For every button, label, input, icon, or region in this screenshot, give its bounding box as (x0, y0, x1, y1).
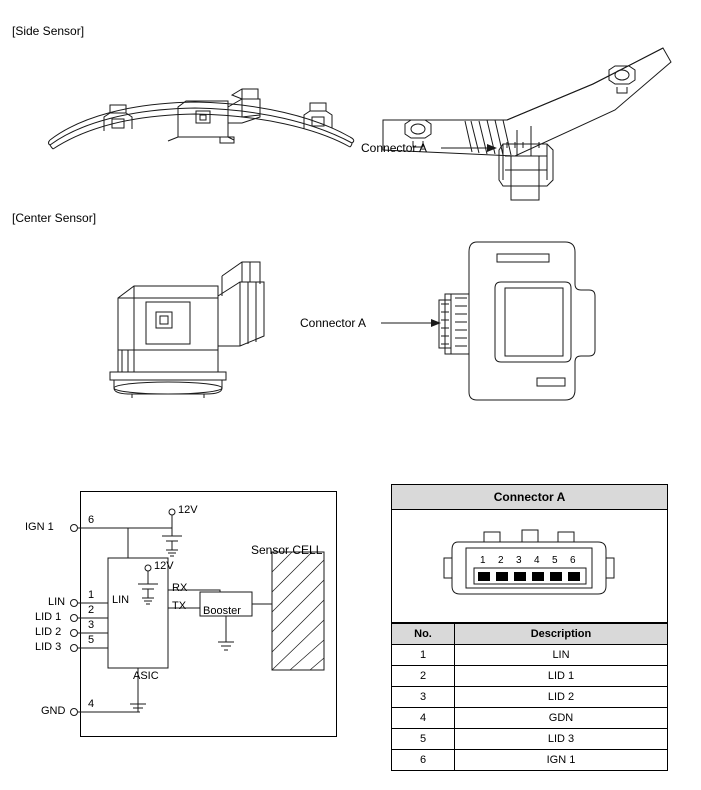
connector-pin-number-6: 6 (570, 555, 576, 566)
asic-lin-input-label: LIN (112, 594, 130, 606)
center-connector-callout-label: Connector A (300, 316, 367, 330)
table-row (392, 729, 667, 750)
pin-label-lid3: LID 3 (35, 641, 62, 653)
cell-no: 4 (392, 708, 455, 729)
booster-block-label: Booster (203, 605, 241, 617)
side-connector-callout-arrow (441, 140, 501, 156)
pin-number-lid1: 2 (88, 604, 95, 616)
side-sensor-right-drawing (375, 38, 685, 183)
asic-block-label: ASIC (133, 670, 159, 682)
cell-description: LID 3 (455, 729, 668, 750)
cell-description: GDN (455, 708, 668, 729)
supply-12v-top-label: 12V (178, 504, 198, 516)
connector-pin-number-3: 3 (516, 555, 522, 566)
pin-number-lin: 1 (88, 589, 95, 601)
connector-a-table (391, 484, 668, 771)
connector-pin-number-2: 2 (498, 555, 504, 566)
pin-label-ign1: IGN 1 (25, 521, 54, 533)
table-row (392, 687, 667, 708)
table-row (392, 666, 667, 687)
side-sensor-section-label: [Side Sensor] (12, 24, 85, 38)
pin-label-gnd: GND (41, 705, 66, 717)
connector-pin-number-1: 1 (480, 555, 486, 566)
cell-description: LIN (455, 645, 668, 666)
rx-label: RX (172, 582, 188, 594)
table-header-row (392, 624, 667, 645)
pin-label-lid2: LID 2 (35, 626, 62, 638)
connector-pin-number-4: 4 (534, 555, 540, 566)
side-connector-callout-label: Connector A (361, 141, 428, 155)
center-sensor-section-label: [Center Sensor] (12, 211, 97, 225)
cell-no: 3 (392, 687, 455, 708)
tx-label: TX (172, 600, 187, 612)
cell-description: LID 2 (455, 687, 668, 708)
center-connector-callout-arrow (381, 315, 446, 331)
cell-no: 2 (392, 666, 455, 687)
connector-a-pinout-image (392, 510, 667, 623)
pin-label-lid1: LID 1 (35, 611, 62, 623)
cell-description: IGN 1 (455, 750, 668, 771)
pin-number-gnd: 4 (88, 698, 95, 710)
pin-label-lin: LIN (48, 596, 66, 608)
pin-number-ign1: 6 (88, 514, 95, 526)
circuit-diagram (20, 480, 360, 750)
cell-no: 6 (392, 750, 455, 771)
cell-no: 1 (392, 645, 455, 666)
table-row (392, 645, 667, 666)
table-row (392, 750, 667, 771)
table-row (392, 708, 667, 729)
cell-description: LID 1 (455, 666, 668, 687)
connector-pin-description-table (392, 623, 667, 770)
cell-no: 5 (392, 729, 455, 750)
column-header-no: No. (392, 624, 455, 645)
supply-12v-mid-label: 12V (154, 560, 174, 572)
connector-pin-number-5: 5 (552, 555, 558, 566)
column-header-description: Description (455, 624, 668, 645)
side-sensor-left-drawing (20, 45, 370, 155)
pin-number-lid2: 3 (88, 619, 95, 631)
center-sensor-right-drawing (425, 232, 625, 412)
sensor-cell-label: Sensor CELL (251, 543, 323, 557)
pin-number-lid3: 5 (88, 634, 95, 646)
connector-a-title: Connector A (392, 485, 667, 510)
center-sensor-left-drawing (100, 240, 300, 400)
